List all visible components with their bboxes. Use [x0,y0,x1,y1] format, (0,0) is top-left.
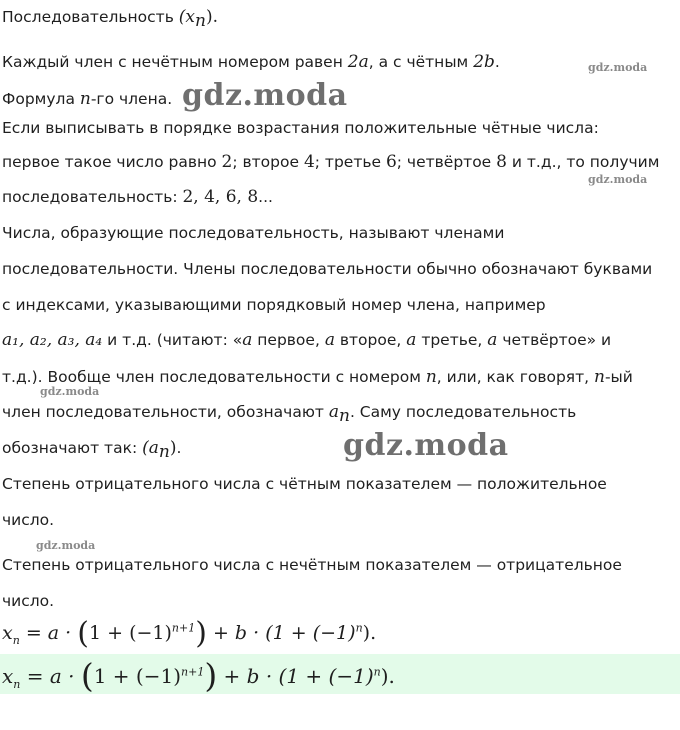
paragraph-line: обозначают так: $(a_n)$. [2,438,182,463]
paragraph-line: a₁, a₂, a₃, a₄ и т.д. (читают: «a первое, a второе, a третье, a четвёртое» и [2,330,612,350]
paragraph-line: т.д.). Вообще член последовательности с номером n, или, как говорят, n-ый [2,367,633,387]
formula-xn-answer: $x_n = a \cdot (1 + (-1)^{n+1}) + b \cdot (1 + (-1)^n)$. [2,656,395,695]
paragraph-line: член последовательности, обозначают $a_n$. Саму последовательность [2,402,577,427]
paragraph-line: с индексами, указывающими порядковый номер члена, например [2,296,546,314]
paragraph-line: Если выписывать в порядке возрастания положительные чётные числа: [2,119,599,137]
watermark: gdz.moda [36,539,96,552]
watermark: gdz.moda [588,61,648,74]
paragraph-line: первое такое число равно 2; второе 4; третье 6; четвёртое 8 и т.д., то получим [2,152,660,172]
watermark: gdz.moda [343,428,509,463]
paragraph-line: Числа, образующие последовательность, называют членами [2,224,505,242]
watermark: gdz.moda [182,78,348,113]
paragraph-line: последовательности. Члены последовательности обычно обозначают буквами [2,260,653,278]
watermark: gdz.moda [588,173,648,186]
paragraph-line: Степень отрицательного числа с нечётным показателем — отрицательное [2,556,622,574]
paragraph-line: число. [2,592,55,610]
paragraph-line: Степень отрицательного числа с чётным показателем — положительное [2,475,607,493]
odd-even-rule: Каждый член с нечётным номером равен 2a, а с чётным 2b. [2,52,500,72]
paragraph-line: число. [2,511,55,529]
watermark: gdz.moda [40,385,100,398]
sequence-title: Последовательность $(x_n)$. [2,7,219,32]
paragraph-line: последовательность: 2, 4, 6, 8... [2,187,273,207]
formula-heading: Формула n-го члена. [2,89,173,109]
formula-xn: $x_n = a \cdot (1 + (-1)^{n+1}) + b \cdot (1 + (-1)^n)$. [2,616,377,651]
